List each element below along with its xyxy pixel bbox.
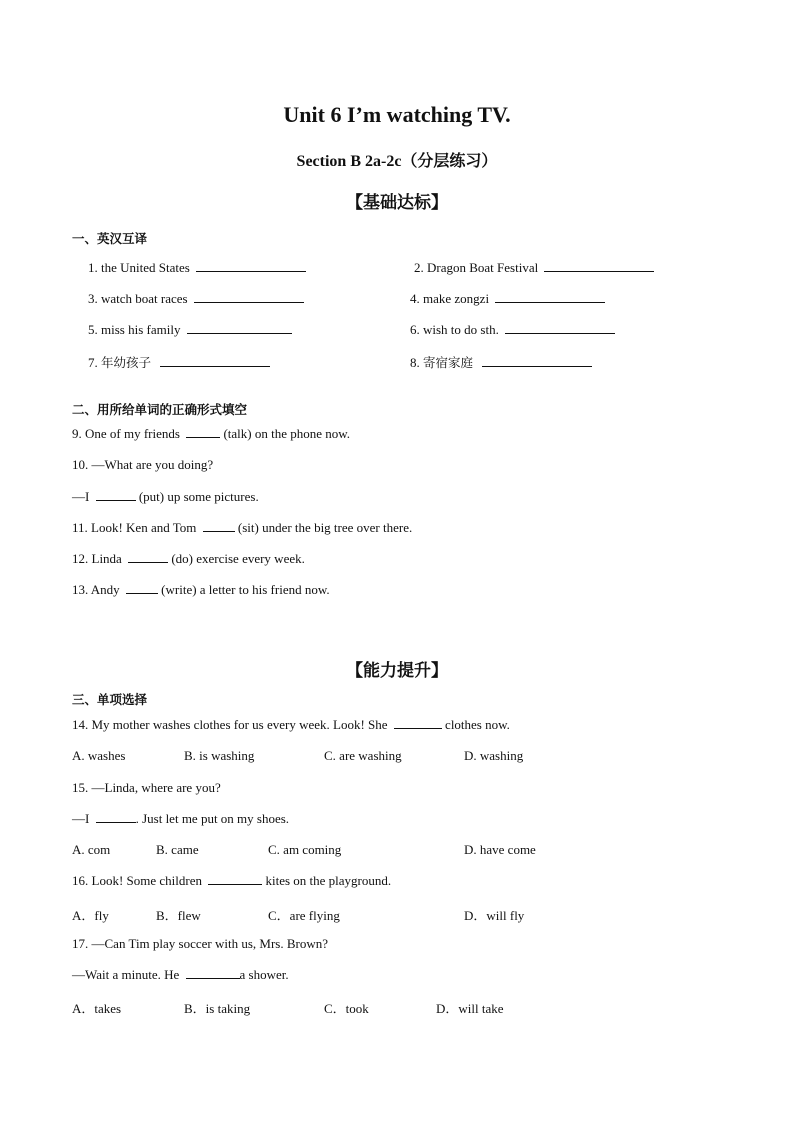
q15-option-c[interactable]: C. am coming [268,842,342,857]
q17-blank[interactable] [186,967,240,979]
q14-option-c[interactable]: C. are washing [324,748,402,763]
q14-blank[interactable] [394,717,442,729]
part-basic-heading: 【基础达标】 [346,193,448,213]
q1-number: 1. [88,260,98,275]
q1-blank[interactable] [196,260,306,272]
q17-option-c[interactable]: C．took [324,1001,369,1016]
q14-option-d[interactable]: D. washing [464,748,524,763]
q10-answer-line [72,489,259,505]
q8-item [410,353,592,371]
q4-item [410,291,605,307]
q2-number: 2. [414,260,424,275]
q2-item [414,260,654,276]
q17-answer-line [72,967,289,983]
q13-line [72,582,330,598]
q8-number: 8. [410,355,420,370]
q12-line [72,551,305,567]
q7-item [88,353,270,371]
q15-option-d[interactable]: D. have come [464,842,536,857]
q14-text: 14. My mother washes clothes for us every week. Look! She [72,717,388,732]
q7-text: 年幼孩子 [101,355,152,370]
q11-line [72,520,412,536]
q9-blank[interactable] [186,426,220,438]
q15-blank[interactable] [96,811,136,823]
q8-blank[interactable] [482,355,592,367]
q15-option-b[interactable]: B. came [156,842,199,857]
q9-line [72,426,350,442]
q15-option-a[interactable]: A. com [72,842,111,857]
q16-option-a[interactable]: A．fly [72,908,109,923]
q16-option-d[interactable]: D．will fly [464,908,525,923]
page-title: Unit 6 I’m watching TV. [283,102,511,127]
q15-question: 15. —Linda, where are you? [72,780,221,795]
q17-text: —Wait a minute. He [72,967,180,982]
section2-title: 二、用所给单词的正确形式填空 [72,402,248,417]
q12-blank[interactable] [128,551,168,563]
part-improve-heading: 【能力提升】 [346,661,448,681]
q5-text: miss his family [101,322,181,337]
q15-answer-line [72,811,289,827]
q9-text: 9. One of my friends [72,426,180,441]
q11-blank[interactable] [203,520,235,532]
section3-title: 三、单项选择 [72,692,148,707]
q16-text: 16. Look! Some children [72,873,202,888]
q16-line [72,873,391,889]
q11-text: 11. Look! Ken and Tom [72,520,197,535]
q10-question: 10. —What are you doing? [72,457,214,472]
q1-text: the United States [101,260,190,275]
q11-hint: (sit) under the big tree over there. [237,520,413,535]
q6-text: wish to do sth. [423,322,499,337]
q7-number: 7. [88,355,98,370]
q6-number: 6. [410,322,420,337]
q17-option-b[interactable]: B．is taking [184,1001,251,1016]
q4-number: 4. [410,291,420,306]
q12-hint: (do) exercise every week. [171,551,305,566]
q17-option-d[interactable]: D．will take [436,1001,504,1016]
q9-hint: (talk) on the phone now. [223,426,351,441]
q16-option-c[interactable]: C．are flying [268,908,340,923]
q5-item [88,322,292,338]
q8-text: 寄宿家庭 [423,355,474,370]
q4-text: make zongzi [423,291,490,306]
q2-blank[interactable] [544,260,654,272]
q16-option-b[interactable]: B．flew [156,908,201,923]
q2-text: Dragon Boat Festival [427,260,539,275]
q10-blank[interactable] [96,489,136,501]
q5-blank[interactable] [187,322,292,334]
q14-option-a[interactable]: A. washes [72,748,126,763]
q4-blank[interactable] [495,291,605,303]
q14-text-end: clothes now. [445,717,510,732]
q3-blank[interactable] [194,291,304,303]
page-subtitle: Section B 2a-2c（分层练习） [296,153,498,170]
q6-item [410,322,615,338]
q13-hint: (write) a letter to his friend now. [161,582,330,597]
q10-hint: (put) up some pictures. [138,489,259,504]
q13-blank[interactable] [126,582,158,594]
q3-number: 3. [88,291,98,306]
q15-text: —I [72,811,90,826]
section1-title: 一、英汉互译 [72,231,148,246]
q16-text-end: kites on the playground. [265,873,392,888]
q17-text-end: a shower. [239,967,289,982]
q14-line [72,717,510,733]
q6-blank[interactable] [505,322,615,334]
q7-blank[interactable] [160,355,270,367]
q12-text: 12. Linda [72,551,122,566]
q17-option-a[interactable]: A．takes [72,1001,122,1016]
q3-item [88,291,304,307]
q14-option-b[interactable]: B. is washing [184,748,255,763]
q5-number: 5. [88,322,98,337]
q3-text: watch boat races [101,291,188,306]
q13-text: 13. Andy [72,582,120,597]
q16-blank[interactable] [208,873,262,885]
q1-item [88,260,306,276]
q10-text: —I [72,489,90,504]
q15-text-end: . Just let me put on my shoes. [135,811,290,826]
q17-question: 17. —Can Tim play soccer with us, Mrs. Brown? [72,936,329,951]
